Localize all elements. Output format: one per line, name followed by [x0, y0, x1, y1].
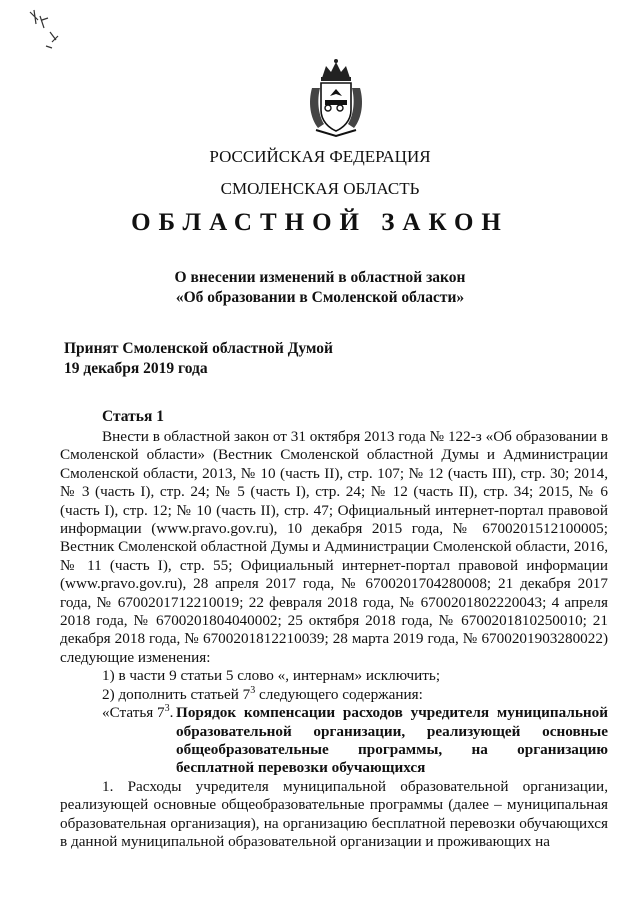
- new-article-label-dot: .: [169, 704, 174, 722]
- new-article-heading: [60, 704, 608, 778]
- law-subject: [0, 268, 640, 308]
- adoption-body: Принят Смоленской областной Думой: [64, 340, 333, 357]
- document-type-title: ОБЛАСТНОЙ ЗАКОН: [131, 209, 509, 236]
- region-name: СМОЛЕНСКАЯ ОБЛАСТЬ: [220, 179, 420, 198]
- adoption-date: 19 декабря 2019 года: [64, 360, 208, 377]
- article-body: [60, 428, 608, 851]
- article-intro-paragraph: Внести в областной закон от 31 октября 2013 года № 122-з «Об образовании в Смоленской области» (Вестник Смоленской областной Думы и Администрации Смоленской области, 2013, № 10 (часть II), стр. 107; № 12 (часть III), стр. 30; 2014, № 3 (часть I), стр. 24; № 5 (часть I), стр. 24; № 12 (часть II), стр. 34; 2015, № 6 (часть I), стр. 12; № 10 (часть II), стр. 47; Официальный интернет-портал правовой информации (www.pravo.gov.ru), 10 декабря 2015 года, № 6700201512100005; Вестник Смоленской областной Думы и Администрации Смоленской области, 2016, № 11 (часть I), стр. 55; Официальный интернет-портал правовой информации (www.pravo.gov.ru), 28 апреля 2017 года, № 6700201704280008; 21 декабря 2017 года, № 6700201712210019; 22 февраля 2018 года, № 6700201802220043; 4 апреля 2018 года, № 6700201804040002; 25 октября 2018 года, № 6700201810250010; 21 декабря 2018 года, № 6700201812210039; 28 марта 2019 года, № 6700201903280022) следующие изменения:: [60, 428, 608, 666]
- new-article-label-text: «Статья 7: [102, 704, 165, 722]
- new-article-label-sup: 3: [164, 703, 170, 715]
- new-article-title: Порядок компенсации расходов учредителя муниципальной образовательной организации, реализующей основные общеобразовательные программы, на организацию бесплатной перевозки обучающихся: [176, 704, 608, 777]
- law-subject-line-1: О внесении изменений в областной закон: [174, 269, 466, 286]
- article-heading: Статья 1: [102, 408, 164, 425]
- amendment-item-2-tail: следующего содержания:: [255, 685, 423, 703]
- adoption-info: [64, 339, 333, 379]
- country-name: РОССИЙСКАЯ ФЕДЕРАЦИЯ: [209, 147, 431, 166]
- amendment-item-2: [60, 686, 608, 704]
- handwritten-mark-icon: [22, 6, 72, 52]
- law-subject-line-2: «Об образовании в Смоленской области»: [175, 289, 465, 306]
- coat-of-arms-icon: [304, 58, 368, 138]
- amendment-item-2-sup: 3: [250, 684, 256, 696]
- amendment-item-2-text: 2) дополнить статьей 7: [102, 685, 251, 703]
- amendment-item-1: 1) в части 9 статьи 5 слово «, интернам» исключить;: [102, 667, 441, 685]
- new-article-paragraph-1: 1. Расходы учредителя муниципальной образовательной организации, реализующей основные общеобразовательные программы (далее – муниципальная образовательная организация), на организацию бесплатной перевозки обучающихся в данной муниципальной образовательной организации и проживающих на: [60, 777, 608, 850]
- new-article-label: [102, 704, 173, 722]
